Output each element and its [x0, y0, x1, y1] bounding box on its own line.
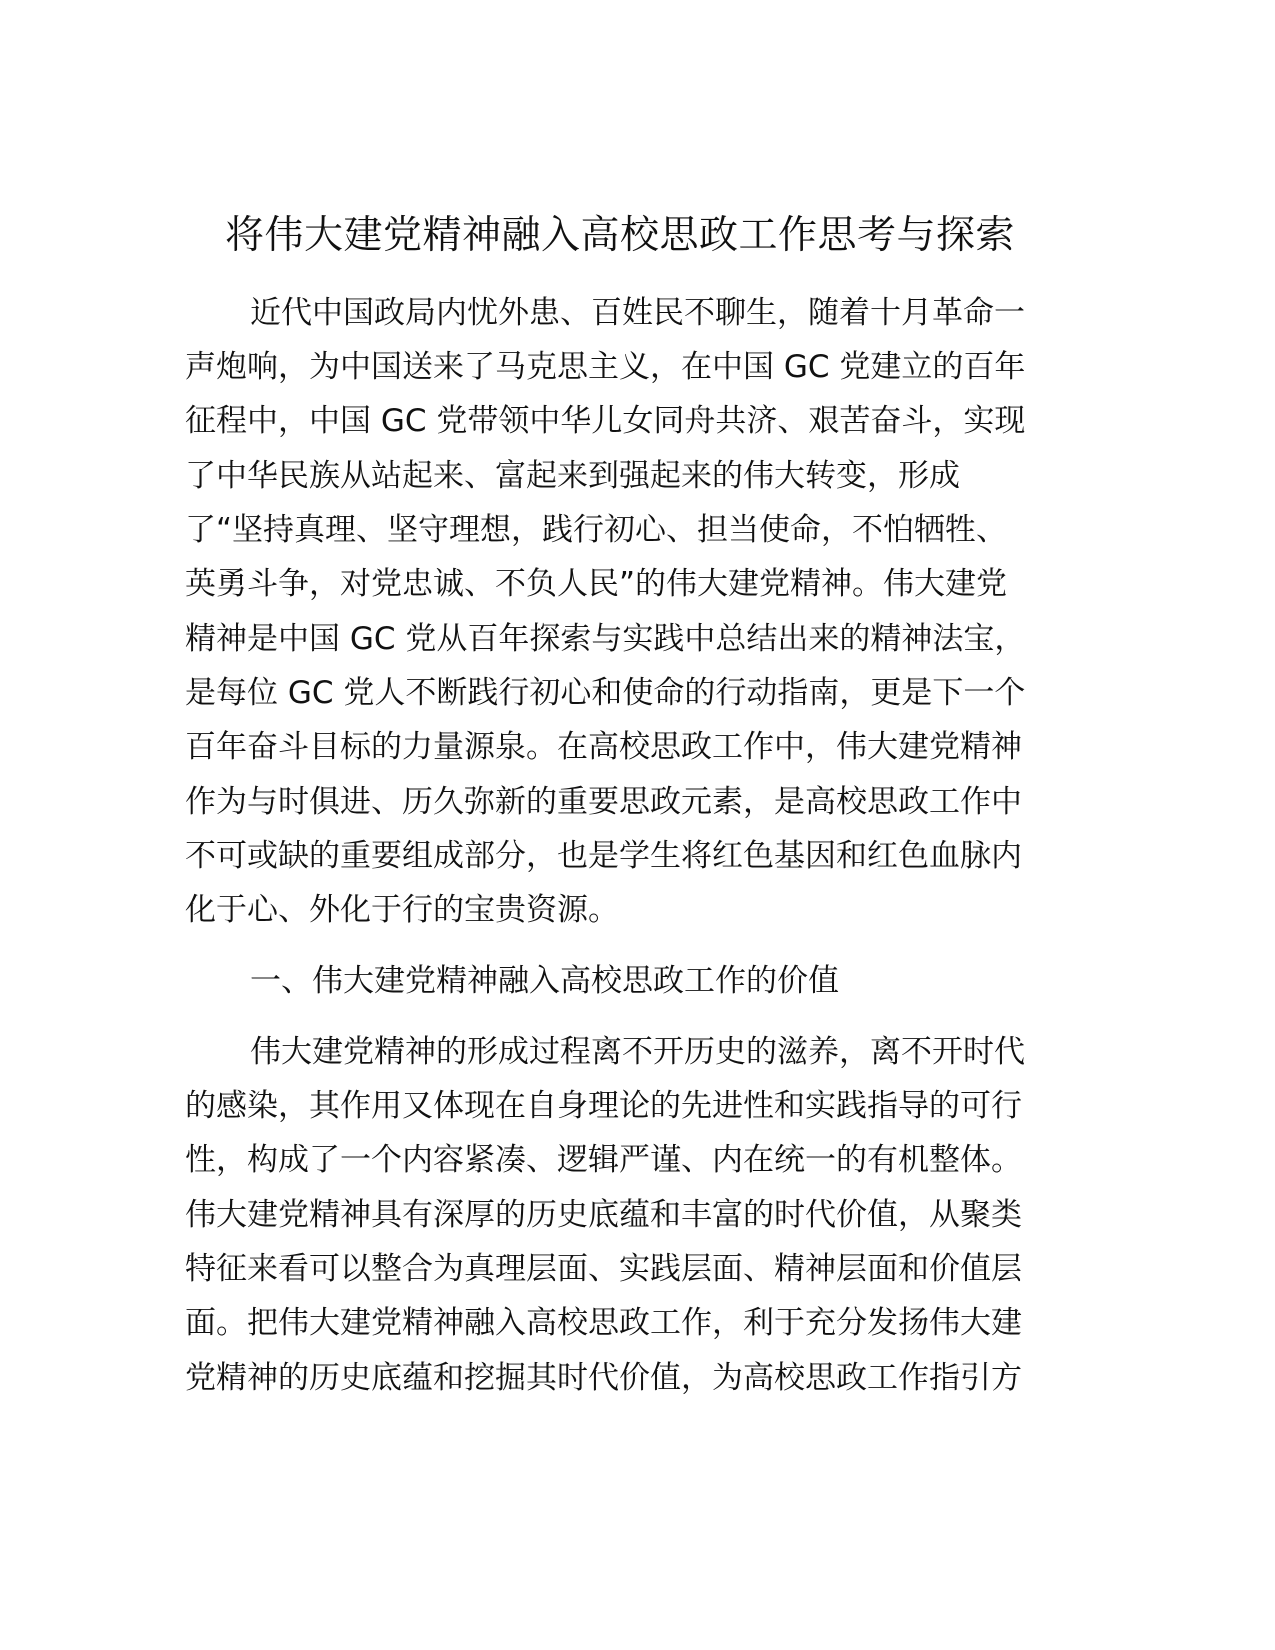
paragraph-2-line-1: 伟大建党精神的形成过程离不开历史的滋养，离不开时代	[250, 1034, 1025, 1070]
paragraph-2-line-5: 特征来看可以整合为真理层面、实践层面、精神层面和价值层	[185, 1251, 1022, 1287]
paragraph-1-line-8: 是每位 GC 党人不断践行初心和使命的行动指南，更是下一个	[185, 675, 1026, 711]
paragraph-1-line-11: 不可或缺的重要组成部分，也是学生将红色基因和红色血脉内	[185, 838, 1022, 874]
paragraph-2-line-7: 党精神的历史底蕴和挖掘其时代价值，为高校思政工作指引方	[185, 1360, 1022, 1396]
paragraph-1-line-3: 征程中，中国 GC 党带领中华儿女同舟共济、艰苦奋斗，实现	[185, 403, 1026, 439]
paragraph-1-line-2: 声炮响，为中国送来了马克思主义，在中国 GC 党建立的百年	[185, 349, 1026, 385]
paragraph-1-line-4: 了中华民族从站起来、富起来到强起来的伟大转变，形成	[185, 458, 960, 494]
section-heading-1: 一、伟大建党精神融入高校思政工作的价值	[250, 963, 839, 999]
paragraph-1-line-6: 英勇斗争，对党忠诚、不负人民”的伟大建党精神。伟大建党	[185, 566, 1008, 602]
paragraph-1-line-1: 近代中国政局内忧外患、百姓民不聊生，随着十月革命一	[250, 295, 1025, 331]
paragraph-2-line-3: 性，构成了一个内容紧凑、逻辑严谨、内在统一的有机整体。	[185, 1142, 1022, 1178]
paragraph-1-line-10: 作为与时俱进、历久弥新的重要思政元素，是高校思政工作中	[185, 784, 1022, 820]
paragraph-1-line-5: 了“坚持真理、坚守理想，践行初心、担当使命，不怕牺牲、	[185, 512, 1008, 548]
paragraph-1-line-7: 精神是中国 GC 党从百年探索与实践中总结出来的精神法宝，	[185, 621, 1026, 657]
paragraph-1-line-9: 百年奋斗目标的力量源泉。在高校思政工作中，伟大建党精神	[185, 729, 1022, 765]
document-title: 将伟大建党精神融入高校思政工作思考与探索	[224, 213, 1015, 258]
paragraph-2-line-6: 面。把伟大建党精神融入高校思政工作，利于充分发扬伟大建	[185, 1305, 1022, 1341]
paragraph-1-line-12: 化于心、外化于行的宝贵资源。	[185, 892, 619, 928]
paragraph-2-line-4: 伟大建党精神具有深厚的历史底蕴和丰富的时代价值，从聚类	[185, 1197, 1022, 1233]
paragraph-2-line-2: 的感染，其作用又体现在自身理论的先进性和实践指导的可行	[185, 1088, 1022, 1124]
